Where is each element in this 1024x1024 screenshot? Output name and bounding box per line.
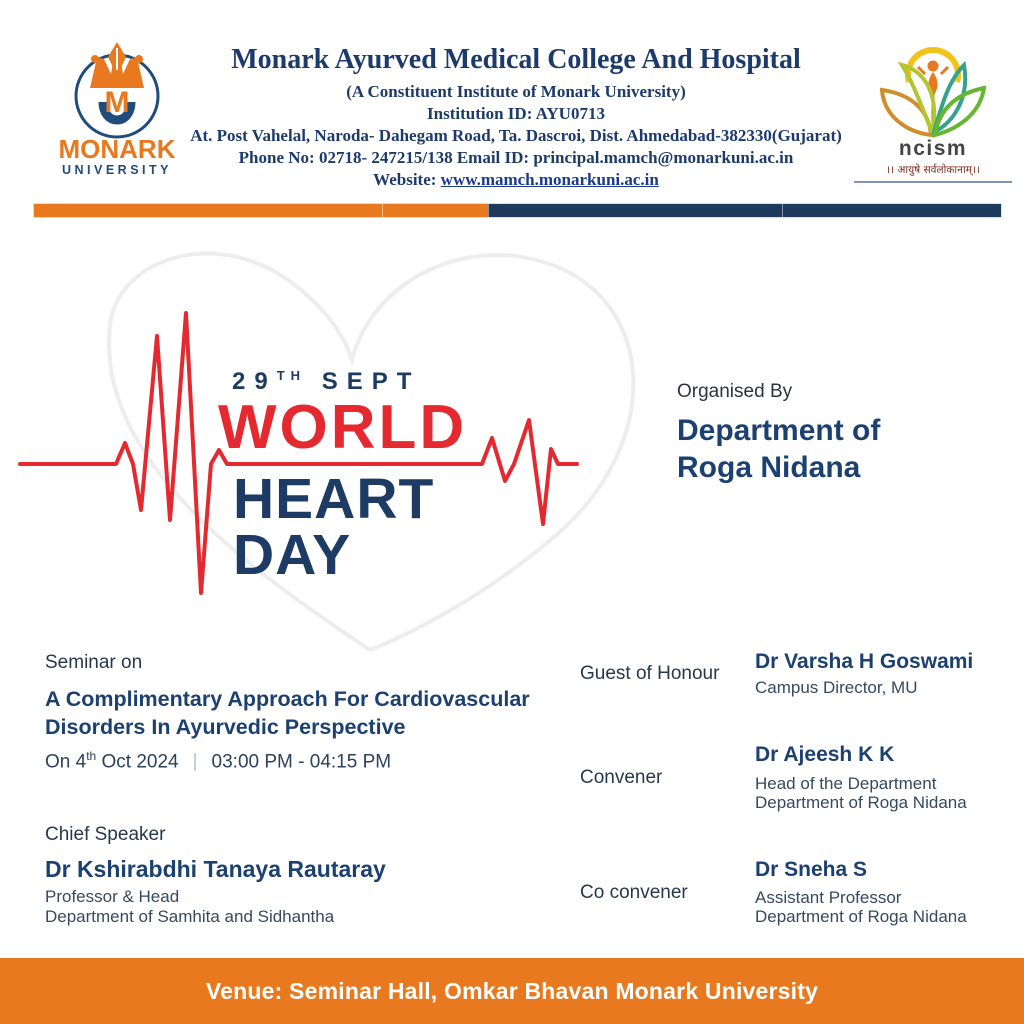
divider-segment-navy-2 <box>782 204 1001 217</box>
organising-department <box>677 412 880 486</box>
convener-roles <box>755 774 967 812</box>
ncism-logo <box>852 36 1014 188</box>
convener-role2: Department of Roga Nidana <box>755 793 967 812</box>
organising-department-line1: Department of <box>677 414 881 447</box>
divider-segment-orange-2 <box>382 204 488 217</box>
co-convener-role2: Department of Roga Nidana <box>755 907 967 926</box>
college-name: Monark Ayurved Medical College And Hospital <box>231 44 801 75</box>
seminar-title <box>45 685 530 741</box>
hero-date-month: SEPT <box>306 368 421 395</box>
venue-text: Venue: Seminar Hall, Omkar Bhavan Monark University <box>205 977 819 1004</box>
venue-bar <box>0 958 1024 1024</box>
address-line: At. Post Vahelal, Naroda- Dahegam Road, Ta. Dascroi, Dist. Ahmedabad-382330(Gujarat) <box>190 126 842 145</box>
letterhead <box>168 44 864 191</box>
header-divider-bar <box>33 203 1002 218</box>
hero-word-heart: HEART <box>233 467 435 531</box>
website-line <box>168 169 864 191</box>
seminar-date-ordinal: th <box>86 749 97 763</box>
monark-logo-subname: UNIVERSITY <box>61 163 173 177</box>
co-convener-label: Co convener <box>580 882 688 903</box>
hero-word-day: DAY <box>233 523 352 587</box>
institution-id: Institution ID: AYU0713 <box>427 104 605 123</box>
hero-date-suffix: TH <box>276 368 307 383</box>
chief-speaker-role2: Department of Samhita and Sidhantha <box>45 907 335 926</box>
organising-department-line2: Roga Nidana <box>677 451 861 484</box>
monark-university-logo <box>46 40 188 178</box>
guest-of-honour-name: Dr Varsha H Goswami <box>755 650 974 673</box>
phone-email-line: Phone No: 02718- 247215/138 Email ID: principal.mamch@monarkuni.ac.in <box>238 148 794 167</box>
seminar-on-label: Seminar on <box>45 652 143 673</box>
hero-date-day: 29 <box>232 368 277 395</box>
date-time-separator: | <box>192 751 198 773</box>
co-convener-role1: Assistant Professor <box>755 888 902 907</box>
ncism-tagline: ।। आयुषे सर्वलोकानाम्।। <box>886 164 980 176</box>
convener-label: Convener <box>580 767 663 788</box>
seminar-date-rest: Oct 2024 <box>96 751 179 773</box>
co-convener-roles <box>755 888 967 926</box>
chief-speaker-role1: Professor & Head <box>45 887 180 906</box>
hero-date-line <box>232 368 420 396</box>
guest-of-honour-roles <box>755 678 917 697</box>
convener-name: Dr Ajeesh K K <box>755 743 895 766</box>
constituent-line: (A Constituent Institute of Monark University) <box>346 82 686 101</box>
monark-monogram-m: M <box>104 86 130 119</box>
seminar-date-time <box>45 749 391 773</box>
seminar-title-line2: Disorders In Ayurvedic Perspective <box>45 715 406 739</box>
seminar-time: 03:00 PM - 04:15 PM <box>211 751 392 773</box>
guest-of-honour-role1: Campus Director, MU <box>755 678 918 697</box>
seminar-date-prefix: On 4 <box>45 751 87 773</box>
website-link[interactable]: www.mamch.monarkuni.ac.in <box>440 170 659 189</box>
chief-speaker-label: Chief Speaker <box>45 824 166 845</box>
seminar-title-line1: A Complimentary Approach For Cardiovascular <box>45 687 530 711</box>
divider-segment-orange-1 <box>34 204 382 217</box>
hero-word-world: WORLD <box>218 393 468 462</box>
co-convener-name: Dr Sneha S <box>755 858 868 881</box>
chief-speaker-roles <box>45 887 334 927</box>
website-label: Website: <box>373 170 441 189</box>
organised-by-label: Organised By <box>677 381 793 402</box>
chief-speaker-name: Dr Kshirabdhi Tanaya Rautaray <box>45 856 386 882</box>
ncism-logo-name: ncism <box>898 137 968 160</box>
divider-segment-navy-1 <box>488 204 782 217</box>
guest-of-honour-label: Guest of Honour <box>580 663 720 684</box>
convener-role1: Head of the Department <box>755 774 937 793</box>
monark-logo-name: MONARK <box>58 134 176 164</box>
